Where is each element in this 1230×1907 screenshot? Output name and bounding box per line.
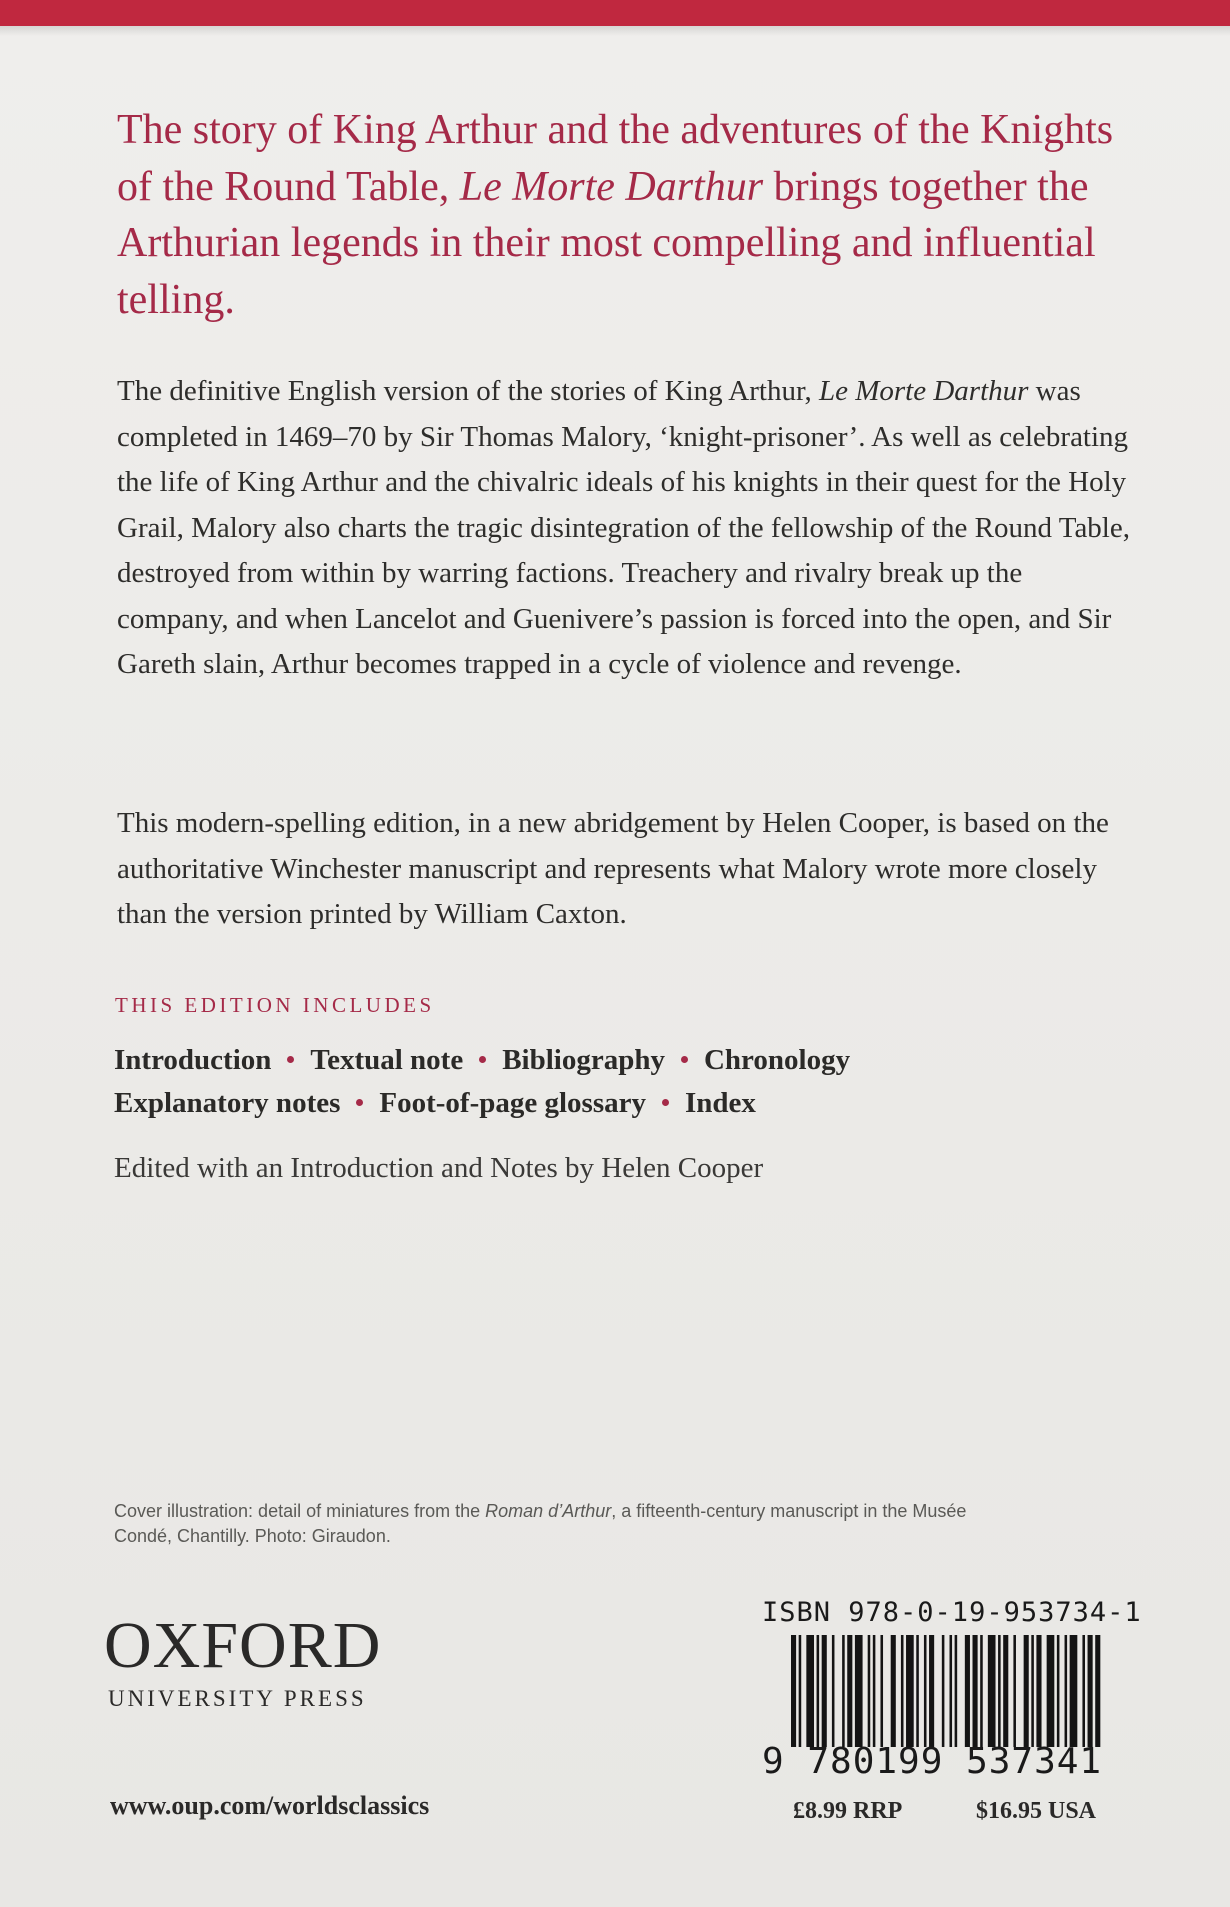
barcode-bar: [832, 1635, 835, 1747]
barcode-bar: [855, 1635, 863, 1747]
top-shadow: [0, 26, 1230, 36]
barcode-bar: [806, 1635, 814, 1747]
barcode-bar: [901, 1635, 904, 1747]
editor-credit: Edited with an Introduction and Notes by Helen Cooper: [114, 1152, 764, 1184]
barcode-bar: [1047, 1635, 1055, 1747]
cover-illustration-credit: [114, 1499, 1014, 1549]
barcode-bar: [1031, 1635, 1034, 1747]
barcode-bar: [906, 1635, 914, 1747]
barcode-bar: [929, 1635, 934, 1747]
includes-item: Introduction: [114, 1044, 272, 1076]
bullet-icon: [479, 1056, 486, 1063]
publisher-logo: OXFORD: [104, 1609, 382, 1682]
cover-credit-part2: , a fifteenth-century manuscript in the Musée Condé, Chantilly. Photo: Giraudon.: [114, 1501, 967, 1546]
barcode-bar: [973, 1635, 978, 1747]
barcode-bar: [916, 1635, 919, 1747]
cover-credit-part1: Cover illustration: detail of miniatures from the: [114, 1501, 486, 1521]
barcode-bar: [965, 1635, 970, 1747]
includes-item: Textual note: [310, 1044, 464, 1076]
includes-row-1: [114, 1040, 1114, 1080]
publisher-website: www.oup.com/worldsclassics: [110, 1791, 430, 1820]
barcode-bar: [1003, 1635, 1008, 1747]
barcode-bar: [1095, 1635, 1100, 1747]
barcode-bar: [868, 1635, 871, 1747]
barcode-bar: [980, 1635, 983, 1747]
bullet-icon: [287, 1056, 294, 1063]
barcode-bar: [1024, 1635, 1029, 1747]
includes-item: Explanatory notes: [114, 1087, 341, 1119]
bullet-icon: [662, 1099, 669, 1106]
includes-item: Chronology: [703, 1044, 851, 1076]
price-uk: £8.99 RRP: [793, 1798, 903, 1824]
barcode-bar: [817, 1635, 820, 1747]
top-color-band: [0, 0, 1230, 26]
barcode-bar: [1065, 1635, 1068, 1747]
publisher-subname: UNIVERSITY PRESS: [108, 1686, 367, 1711]
includes-row-2: [114, 1083, 1114, 1123]
bullet-icon: [356, 1099, 363, 1106]
barcode-bar: [1070, 1635, 1078, 1747]
blurb-1-title: Le Morte Darthur: [818, 375, 1029, 407]
barcode-bar: [942, 1635, 945, 1747]
barcode-bar: [998, 1635, 1001, 1747]
barcode: [791, 1635, 1108, 1747]
includes-item: Index: [684, 1087, 756, 1119]
includes-item: Bibliography: [502, 1044, 665, 1076]
includes-heading: THIS EDITION INCLUDES: [115, 993, 435, 1017]
cover-credit-title: Roman d’Arthur: [485, 1501, 612, 1521]
barcode-bar: [791, 1635, 796, 1747]
barcode-bar: [950, 1635, 953, 1747]
barcode-bar: [842, 1635, 845, 1747]
barcode-bar: [799, 1635, 802, 1747]
barcode-bar: [847, 1635, 852, 1747]
barcode-digits: 9 780199 537341: [762, 1741, 1103, 1782]
blurb-paragraph-1: [117, 369, 1137, 688]
barcode-bar: [880, 1635, 883, 1747]
tagline: [117, 102, 1127, 328]
barcode-bar: [1082, 1635, 1085, 1747]
blurb-1-part2: was completed in 1469–70 by Sir Thomas Malory, ‘knight-prisoner’. As well as celebrating the life of King Arthur and the chivalric ideals of his knights in their quest for the Holy Grail, Malory also charts the tragic disintegration of the fellowship of the Round Table, destroyed from within by warring factions. Treachery and rivalry break up the company, and when Lancelot and Guenivere’s passion is forced into the open, and Sir Gareth slain, Arthur becomes trapped in a cycle of violence and revenge.: [117, 375, 1130, 680]
tagline-part1: The story of King Arthur and the adventures of the Knights of the Round Table,: [117, 107, 1114, 210]
blurb-paragraph-2: This modern-spelling edition, in a new abridgement by Helen Cooper, is based on the authoritative Winchester manuscript and represents what Malory wrote more closely than the version printed by William Caxton.: [117, 807, 1109, 930]
tagline-title: Le Morte Darthur: [459, 163, 764, 210]
bullet-icon: [681, 1056, 688, 1063]
price-us: $16.95 USA: [976, 1798, 1097, 1824]
barcode-bar: [955, 1635, 958, 1747]
barcode-bar: [1057, 1635, 1060, 1747]
barcode-bar: [873, 1635, 876, 1747]
includes-item: Foot-of-page glossary: [379, 1087, 646, 1119]
barcode-bar: [891, 1635, 896, 1747]
barcode-bar: [1036, 1635, 1041, 1747]
blurb-1-part1: The definitive English version of the stories of King Arthur,: [117, 375, 819, 407]
barcode-bar: [924, 1635, 927, 1747]
barcode-bar: [1088, 1635, 1093, 1747]
tagline-part2: brings together the Arthurian legends in their most compelling and influential telling.: [117, 163, 1096, 323]
barcode-bar: [988, 1635, 996, 1747]
isbn-label: ISBN 978-0-19-953734-1: [762, 1597, 1142, 1628]
barcode-bar: [1013, 1635, 1016, 1747]
barcode-bar: [822, 1635, 827, 1747]
